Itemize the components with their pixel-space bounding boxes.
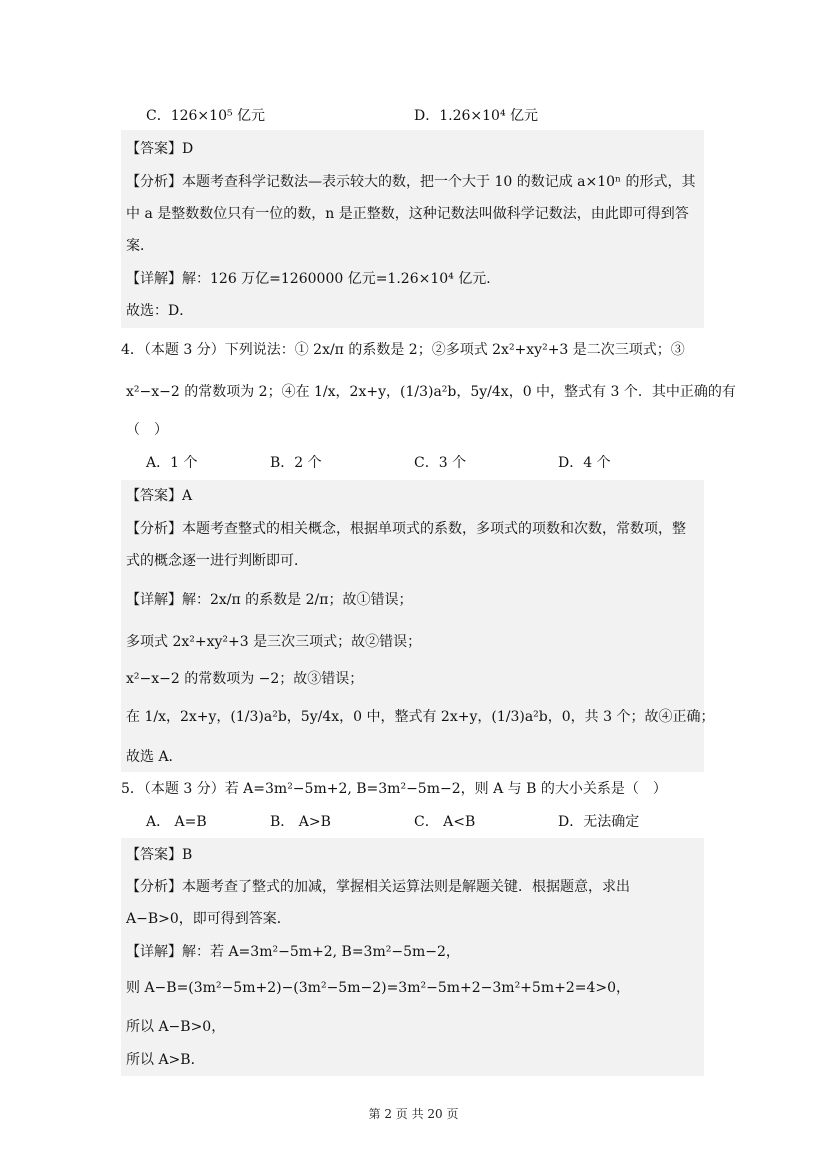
q4-stem-line2: x²−x−2 的常数项为 2；④在 1/x，2x+y，(1/3)a²b，5y/4x，0 中，整式有 3 个．其中正确的有 (126, 384, 736, 400)
q3-analysis-line1: 【分析】本题考查科学记数法—表示较大的数，把一个大于 10 的数记成 a×10ⁿ 的形式，其 (126, 174, 696, 190)
q3-analysis-line3: 案． (126, 238, 154, 254)
q3-analysis-line2: 中 a 是整数数位只有一位的数，n 是正整数，这种记数法叫做科学记数法，由此即可得到答 (126, 206, 689, 222)
q5-detail-line2: 则 A−B=(3m²−5m+2)−(3m²−5m−2)=3m²−5m+2−3m²+5m+2=4>0， (126, 980, 631, 996)
q3-option-d: D．1.26×10⁴ 亿元 (414, 108, 539, 124)
q5-detail-line4: 所以 A>B． (126, 1052, 205, 1068)
q4-analysis-line1: 【分析】本题考查整式的相关概念，根据单项式的系数，多项式的项数和次数，常数项，整 (126, 521, 686, 537)
q4-option-a: A．1 个 (146, 455, 198, 471)
q4-detail-line3: x²−x−2 的常数项为 −2；故③错误； (126, 671, 364, 687)
q3-solution-block (121, 130, 704, 328)
q3-detail: 【详解】解：126 万亿=1260000 亿元=1.26×10⁴ 亿元． (126, 271, 501, 287)
q4-conclusion: 故选 A． (126, 749, 183, 765)
q5-answer: 【答案】B (126, 847, 193, 863)
q5-option-d: D．无法确定 (558, 814, 640, 830)
q4-answer: 【答案】A (126, 488, 193, 504)
q4-detail-line2: 多项式 2x²+xy²+3 是三次三项式；故②错误； (126, 634, 422, 650)
q4-option-b: B．2 个 (270, 455, 322, 471)
q5-stem: 5．（本题 3 分）若 A=3m²−5m+2, B=3m²−5m−2，则 A 与 B 的大小关系是（ ） (121, 781, 667, 797)
q5-analysis-line2: A−B>0，即可得到答案． (126, 911, 291, 927)
page-footer: 第 2 页 共 20 页 (368, 1107, 459, 1121)
q3-conclusion: 故选：D． (126, 303, 194, 319)
q4-stem-line1: 4．（本题 3 分）下列说法：① 2x/π 的系数是 2；②多项式 2x²+xy²+3 是二次三项式；③ (121, 342, 685, 358)
q5-option-c: C． A<B (414, 814, 476, 830)
q4-stem-line3: （ ） (126, 422, 168, 438)
q5-detail-line3: 所以 A−B>0， (126, 1019, 226, 1035)
q4-detail-line1: 【详解】解：2x/π 的系数是 2/π；故①错误； (126, 592, 413, 608)
q4-analysis-line2: 式的概念逐一进行判断即可． (126, 553, 308, 569)
q4-option-c: C．3 个 (414, 455, 467, 471)
q3-answer: 【答案】D (126, 141, 194, 157)
q5-option-b: B． A>B (270, 814, 331, 830)
q3-option-c: C．126×10⁵ 亿元 (146, 108, 266, 124)
q4-option-d: D．4 个 (558, 455, 611, 471)
q5-analysis-line1: 【分析】本题考查了整式的加减，掌握相关运算法则是解题关键．根据题意，求出 (126, 879, 630, 895)
q5-detail-line1: 【详解】解：若 A=3m²−5m+2, B=3m²−5m−2， (126, 944, 460, 960)
q5-option-a: A． A=B (146, 814, 207, 830)
q4-detail-line4: 在 1/x，2x+y，(1/3)a²b，5y/4x，0 中，整式有 2x+y，(1/3)a²b，0，共 3 个；故④正确； (126, 709, 715, 725)
